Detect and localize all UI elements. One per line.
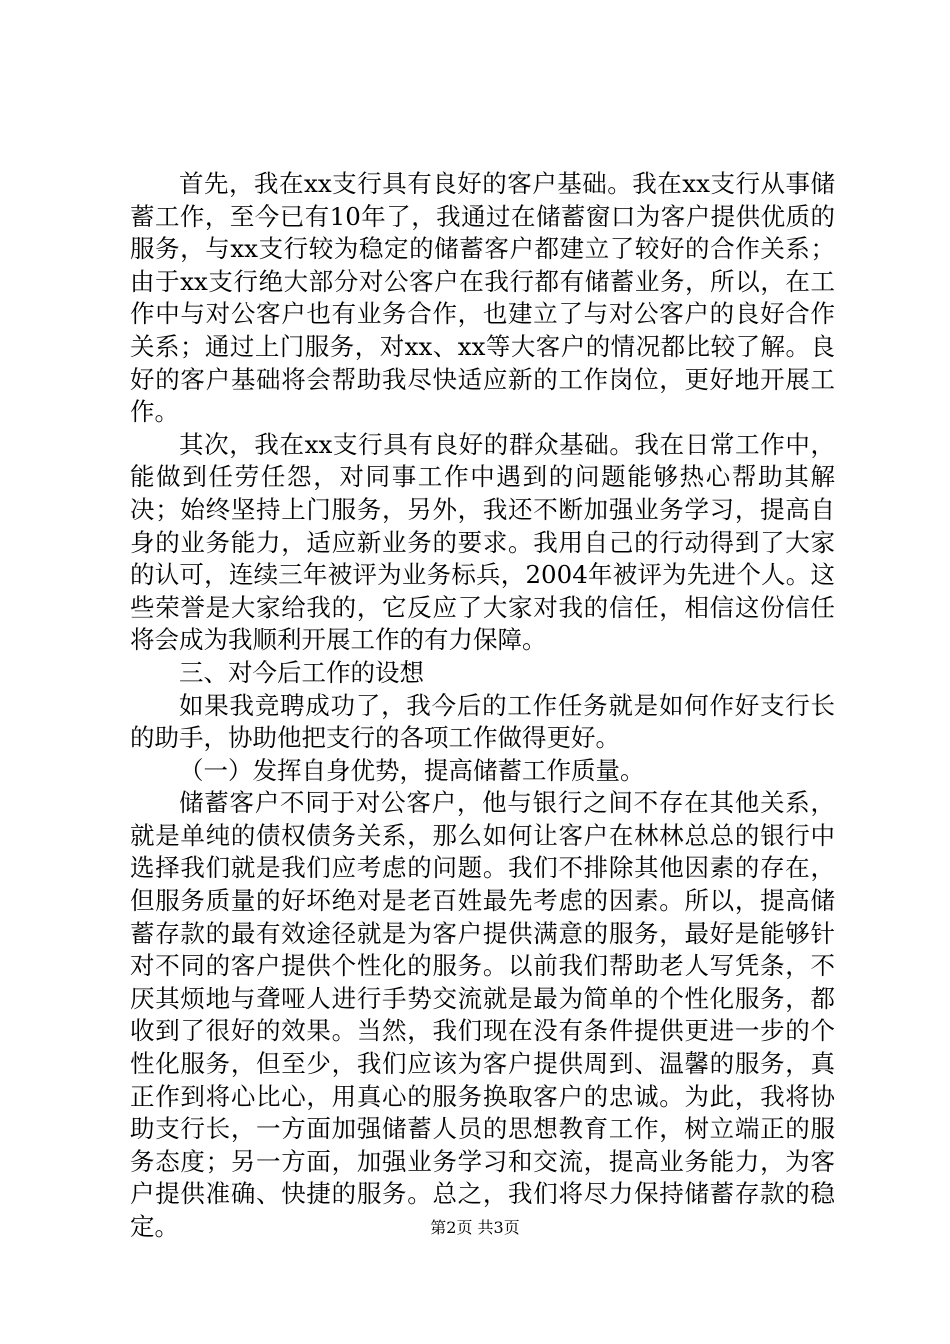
page-footer <box>0 1218 950 1238</box>
page-number: 第2页 <box>430 1218 473 1237</box>
document-body <box>130 168 835 1244</box>
paragraph-mass-base: 其次，我在xx支行具有良好的群众基础。我在日常工作中，能做到任劳任怨，对同事工作中遇到的问题能够热心帮助其解决；始终坚持上门服务，另外，我还不断加强业务学习，提高自身的业务能力，适应新业务的要求。我用自己的行动得到了大家的认可，连续三年被评为业务标兵，2004年被评为先进个人。这些荣誉是大家给我的，它反应了大家对我的信任，相信这份信任将会成为我顺利开展工作的有力保障。 <box>130 429 835 655</box>
paragraph-savings-customers: 储蓄客户不同于对公客户，他与银行之间不存在其他关系，就是单纯的债权债务关系，那么如何让客户在林林总总的银行中选择我们就是我们应考虑的问题。我们不排除其他因素的存在，但服务质量的好坏绝对是老百姓最先考虑的因素。所以，提高储蓄存款的最有效途径就是为客户提供满意的服务，最好是能够针对不同的客户提供个性化的服务。以前我们帮助老人写凭条，不厌其烦地与聋哑人进行手势交流就是最为简单的个性化服务，都收到了很好的效果。当然，我们现在没有条件提供更进一步的个性化服务，但至少，我们应该为客户提供周到、温馨的服务，真正作到将心比心，用真心的服务换取客户的忠诚。为此，我将协助支行长，一方面加强储蓄人员的思想教育工作，树立端正的服务态度；另一方面，加强业务学习和交流，提高业务能力，为客户提供准确、快捷的服务。总之，我们将尽力保持储蓄存款的稳定。 <box>130 788 835 1241</box>
subheading-savings-quality: （一）发挥自身优势，提高储蓄工作质量。 <box>179 755 645 785</box>
paragraph-if-successful: 如果我竞聘成功了，我今后的工作任务就是如何作好支行长的助手，协助他把支行的各项工作做得更好。 <box>130 690 835 753</box>
page-total: 共3页 <box>477 1218 520 1237</box>
paragraph-customer-base: 首先，我在xx支行具有良好的客户基础。我在xx支行从事储蓄工作，至今已有10年了，我通过在储蓄窗口为客户提供优质的服务，与xx支行较为稳定的储蓄客户都建立了较好的合作关系；由于xx支行绝大部分对公客户在我行都有储蓄业务，所以，在工作中与对公客户也有业务合作，也建立了与对公客户的良好合作关系；通过上门服务，对xx、xx等大客户的情况都比较了解。良好的客户基础将会帮助我尽快适应新的工作岗位，更好地开展工作。 <box>130 169 835 427</box>
section-heading-future-plans: 三、对今后工作的设想 <box>179 657 424 687</box>
